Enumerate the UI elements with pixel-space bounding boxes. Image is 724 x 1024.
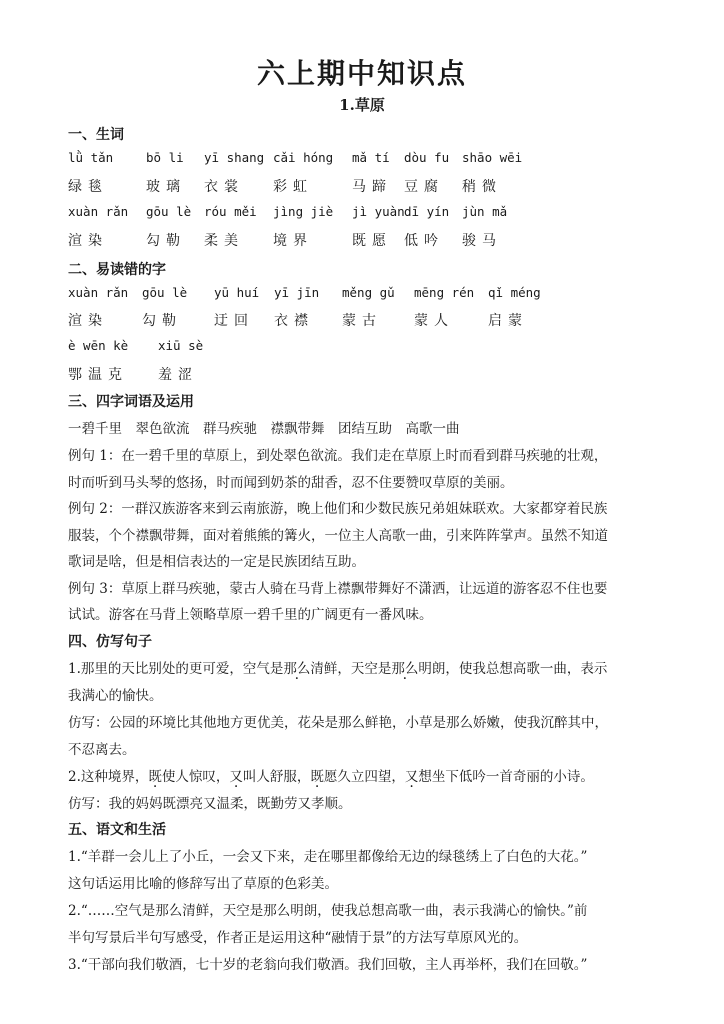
pinyin-cell: cǎi hóng [273,150,334,165]
pinyin-cell: yī shang [204,150,265,165]
text-span: 清鲜，天空是 [310,661,392,677]
pinyin-cell: xiū sè [158,338,204,353]
pinyin-cell: róu měi [204,204,257,219]
imitate-sentence-2 [68,765,594,785]
word-cell: 玻璃 [146,179,186,195]
text-span: 明朗，使我总想高歌一曲，表示 [418,661,608,677]
pinyin-cell: xuàn rǎn [68,285,129,300]
word-cell: 衣裳 [204,179,244,195]
dotted-text: 又 [229,769,243,785]
dotted-text: 又 [404,769,419,785]
misread-pinyin-row-1 [68,285,668,305]
vocab-pinyin-row-2 [68,204,668,224]
idiom-list: 一碧千里 翠色欲流 群马疾驰 襟飘带舞 团结互助 高歌一曲 [68,421,460,437]
section-heading-misread: 二、易读错的字 [68,262,166,278]
pinyin-cell: yī jīn [274,285,320,300]
word-cell: 迂回 [214,313,254,329]
example-1-line-2: 时而听到马头琴的悠扬，时而闻到奶茶的甜香，忍不住要赞叹草原的美丽。 [68,475,514,491]
pinyin-cell: mǎ tí [352,150,390,165]
pinyin-cell: gōu lè [142,285,188,300]
section-heading-life: 五、语文和生活 [68,822,166,838]
word-cell: 衣襟 [274,313,314,329]
misread-pinyin-row-2 [68,338,668,358]
pinyin-cell: dī yín [404,204,450,219]
dotted-text: 既 [310,769,324,785]
pinyin-cell: gōu lè [146,204,192,219]
pinyin-cell: qǐ méng [488,285,541,300]
word-cell: 彩虹 [273,179,313,195]
text-span: 叫人舒服， [242,769,311,785]
misread-chars-row-2 [68,364,668,384]
word-cell: 蒙人 [414,313,454,329]
word-cell: 蒙古 [342,313,382,329]
lesson-title: 1.草原 [339,96,385,114]
pinyin-cell: bō li [146,150,184,165]
word-cell: 既愿 [352,233,392,249]
text-span: 2.这种境界， [68,769,149,785]
dotted-text: 那么 [283,661,311,677]
vocab-chars-row-1 [68,176,668,196]
example-2-line-3: 歌词是啥，但是相信表达的一定是民族团结互助。 [68,554,365,570]
word-cell: 渲染 [68,313,108,329]
example-2-line-1: 例句 2：一群汉族游客来到云南旅游，晚上他们和少数民族兄弟姐妹联欢。大家都穿着民族 [68,501,608,517]
word-cell: 柔美 [204,233,244,249]
vocab-pinyin-row-1 [68,150,668,170]
imitation-1-line-2: 不忍离去。 [68,742,136,758]
example-3-line-1: 例句 3：草原上群马疾驰，蒙古人骑在马背上襟飘带舞好不潇洒，让远道的游客忍不住也要 [68,581,608,597]
word-cell: 鄂温克 [68,367,128,383]
pinyin-cell: è wēn kè [68,338,129,353]
pinyin-cell: lǜ tǎn [68,150,114,165]
life-item-2-line-1: 2.“……空气是那么清鲜，天空是那么明朗，使我总想高歌一曲，表示我满心的愉快。”前 [68,903,588,919]
word-cell: 渲染 [68,233,108,249]
vocab-chars-row-2 [68,230,668,250]
word-cell: 豆腐 [404,179,444,195]
pinyin-cell: jìng jiè [273,204,334,219]
text-span: 想坐下低吟一首奇丽的小诗。 [418,769,594,785]
life-item-1-line-1: 1.“羊群一会儿上了小丘，一会又下来，走在哪里都像给无边的绿毯绣上了白色的大花。” [68,849,588,865]
dotted-text: 那么 [391,661,419,677]
text-span: 愿久立四望， [323,769,405,785]
pinyin-cell: dòu fu [404,150,450,165]
word-cell: 低吟 [404,233,444,249]
example-2-line-2: 服装，个个襟飘带舞，面对着熊熊的篝火，一位主人高歌一曲，引来阵阵掌声。虽然不知道 [68,528,608,544]
pinyin-cell: jùn mǎ [462,204,508,219]
word-cell: 启蒙 [488,313,528,329]
pinyin-cell: mēng rén [414,285,475,300]
pinyin-cell: jì yuàn [352,204,405,219]
word-cell: 骏马 [462,233,502,249]
section-heading-vocab: 一、生词 [68,127,124,143]
text-span: 1.那里的天比别处的更可爱，空气是 [68,661,284,677]
imitation-2: 仿写：我的妈妈既漂亮又温柔，既勤劳又孝顺。 [68,796,352,812]
pinyin-cell: měng gǔ [342,285,395,300]
pinyin-cell: shāo wēi [462,150,523,165]
dotted-text: 既 [148,769,162,785]
pinyin-cell: yū huí [214,285,260,300]
life-item-2-line-2: 半句写景后半句写感受，作者正是运用这种“融情于景”的方法写草原风光的。 [68,930,528,946]
text-span: 使人惊叹， [161,769,230,785]
page-title: 六上期中知识点 [256,57,467,90]
word-cell: 绿毯 [68,179,108,195]
word-cell: 境界 [273,233,313,249]
imitation-1-line-1: 仿写：公园的环境比其他地方更优美，花朵是那么鲜艳，小草是那么娇嫩，使我沉醉其中， [68,715,608,731]
example-3-line-2: 试试。游客在马背上领略草原一碧千里的广阔更有一番风味。 [68,607,433,623]
section-heading-idioms: 三、四字词语及运用 [68,394,194,410]
section-heading-imitate: 四、仿写句子 [68,634,152,650]
life-item-3-line-1: 3.“干部向我们敬酒，七十岁的老翁向我们敬酒。我们回敬，主人再举杯，我们在回敬。” [68,957,588,973]
pinyin-cell: xuàn rǎn [68,204,129,219]
word-cell: 稍微 [462,179,502,195]
life-item-1-line-2: 这句话运用比喻的修辞写出了草原的色彩美。 [68,876,338,892]
word-cell: 羞涩 [158,367,198,383]
misread-chars-row-1 [68,310,668,330]
example-1-line-1: 例句 1：在一碧千里的草原上，到处翠色欲流。我们走在草原上时而看到群马疾驰的壮观， [68,448,608,464]
word-cell: 勾勒 [146,233,186,249]
word-cell: 勾勒 [142,313,182,329]
word-cell: 马蹄 [352,179,392,195]
imitate-sentence-1-line-1 [68,657,607,677]
imitate-sentence-1-line-2: 我满心的愉快。 [68,688,163,704]
